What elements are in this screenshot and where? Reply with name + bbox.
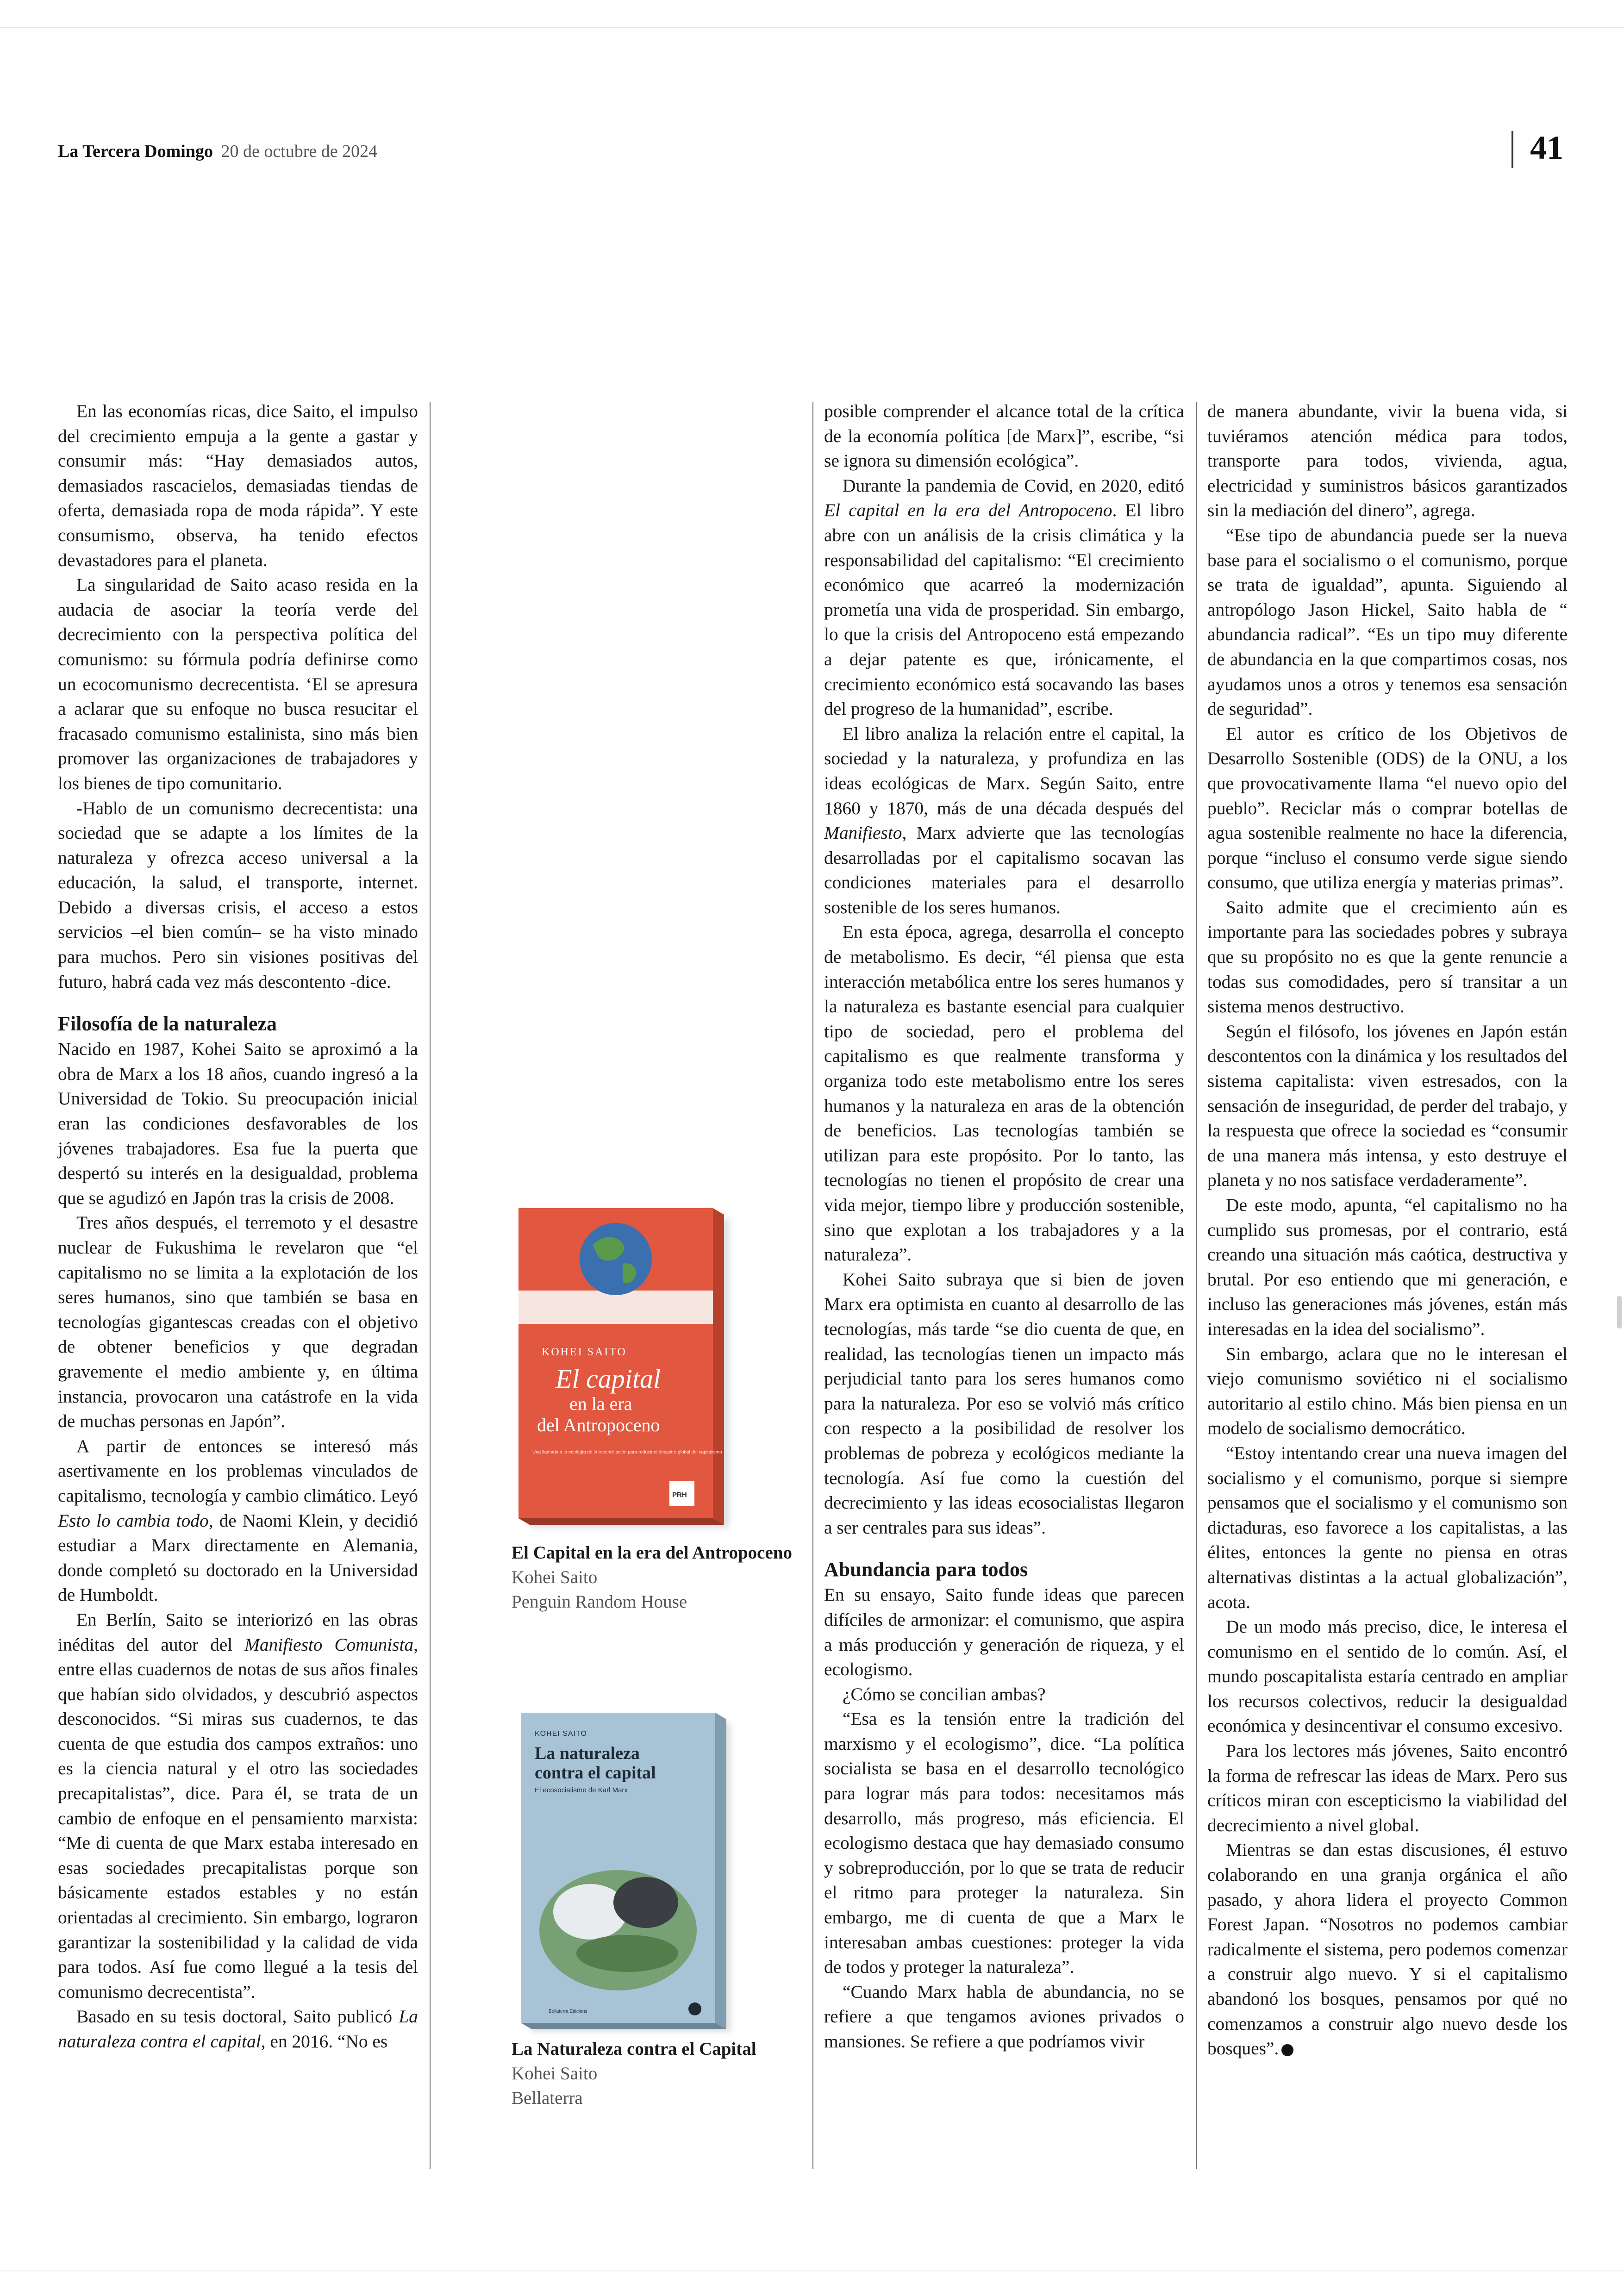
paragraph: “Estoy intentando crear una nueva imagen del socialismo y el comunismo, porque si siempre pensamos que el socialismo y el comunismo son dictaduras, eso favorece a los capitalistas, a las élites, entonces la gente no piensa en otras alternativas distintas a la actual globalización”, acota. (1207, 1442, 1568, 1612)
book-title-italic: Manifiesto (824, 823, 902, 843)
caption-publisher: Penguin Random House (512, 1592, 687, 1612)
article-column-1 (58, 399, 418, 2054)
paragraph: Nacido en 1987, Kohei Saito se aproximó a la obra de Marx a los 18 años, cuando ingresó a la Universidad de Tokio. Su preocupación inicial eran las condiciones desfavorables de los jóvenes trabajadores. Esa fue la puerta que despertó su interés en la desigualdad, problema que se agudizó en Japón tras la crisis de 2008. (58, 1039, 418, 1208)
book-title-italic: El capital en la era del Antropoceno (824, 500, 1112, 521)
text-run: , Marx advierte que las tecnologías desarrolladas por el capitalismo socavan las condiciones materiales para el desarrollo sostenible de los seres humanos. (824, 823, 1184, 917)
cover-footer: Bellaterra Edicions (549, 2009, 587, 2014)
paragraph: -Hablo de un comunismo decrecentista: una sociedad que se adapte a los límites de la naturaleza y ofrezca acceso universal a la educación, la salud, el transporte, internet. Debido a diversas crisis, el acceso a estos servicios –el bien común– se ha visto minado para muchos. Pero sin visiones positivas del futuro, habrá cada vez más descontento -dice. (58, 798, 418, 992)
text-run: . El libro abre con un análisis de la crisis climática y la responsabilidad del capitalismo: “El crecimiento económico que acarreó la modernización prometía una vida de prosperidad. Sin embargo, lo que la crisis del Antropoceno está empezando a dejar patente es que, irónicamente, el crecimiento económico está socavando las bases del progreso de la humanidad”, escribe. (824, 500, 1184, 719)
cover-spine (713, 1208, 724, 1525)
paragraph: De este modo, apunta, “el capitalismo no ha cumplido sus promesas, por el contrario, está creando una situación más caótica, destructiva y brutal. Por eso entiendo que mi generación, e incluso las generaciones más jóvenes, están más interesadas en la idea del socialismo”. (1207, 1195, 1568, 1339)
cover-subtitle: Una llamada a la ecología de la reconciliación para reducir el desastre global del capitalismo (532, 1450, 722, 1455)
paragraph (1207, 1838, 1568, 2061)
cover-spine (715, 1713, 726, 2029)
page-number: 41 (1530, 129, 1563, 166)
paragraph: Kohei Saito subraya que si bien de joven Marx era optimista en cuanto al desarrollo de las tecnologías, más tarde “se dio cuenta de que, en realidad, las tecnologías tienen un impacto más perjudicial tanto para los seres humanos como para la naturaleza. Por eso se volvió más crítico con respecto a la posibilidad de resolver los problemas de pobreza y ecológicos mediante la tecnología. Así fue como la cuestión del decrecimiento y las ideas ecosocialistas llegaron a ser centrales para sus ideas”. (824, 1269, 1184, 1538)
text-run: Basado en su tesis doctoral, Saito publicó (76, 2006, 399, 2027)
cover-author: KOHEI SAITO (535, 1730, 587, 1738)
column-rule (430, 402, 431, 2169)
cover-title-line: del Antropoceno (537, 1415, 660, 1435)
paragraph: de manera abundante, vivir la buena vida, si tuviéramos atención médica para todos, transporte para todos, vivienda, agua, electricidad y suministros básicos garantizados sin la mediación del dinero”, agrega. (1207, 401, 1568, 521)
paragraph: “Esa es la tensión entre la tradición del marxismo y el ecologismo”, dice. “La política socialista se basa en el desarrollo tecnológico para lograr más para todos: necesitamos más desarrollo, más progreso, más eficiencia. El ecologismo destaca que hay demasiado consumo y sobreproducción, por lo que se trata de reducir el ritmo para proteger la naturaleza. Sin embargo, me di cuenta de que a Marx le interesaban ambas cuestiones: proteger la vida de todos y proteger la naturaleza”. (824, 1709, 1184, 1977)
caption-title: La Naturaleza contra el Capital (512, 2039, 756, 2059)
cover-title-line: La naturaleza (535, 1744, 640, 1763)
paragraph (824, 722, 1184, 920)
caption-author: Kohei Saito (512, 1567, 598, 1587)
paragraph: Para los lectores más jóvenes, Saito encontró la forma de refrescar las ideas de Marx. Pero sus críticos miran con escepticismo la viabilidad del decrecimiento a nivel global. (1207, 1740, 1568, 1835)
book-cover-la-naturaleza (521, 1713, 729, 2032)
caption-title: El Capital en la era del Antropoceno (512, 1543, 792, 1563)
bottom-border (0, 2270, 1624, 2271)
book-title-italic: La naturaleza contra el capital (58, 2006, 418, 2052)
text-run: , de Naomi Klein, y decidió estudiar a Marx directamente en Alemania, donde completó su doctorado en la Universidad de Humboldt. (58, 1510, 418, 1605)
cover-title-line: El capital (556, 1364, 661, 1394)
cover-publisher: PRH (672, 1491, 687, 1499)
paragraph: El autor es crítico de los Objetivos de Desarrollo Sostenible (ODS) de la ONU, a los que provocativamente llama “el nuevo opio del pueblo”. Reciclar más o comprar botellas de agua sostenible realmente no hace la diferencia, porque “incluso el consumo verde sigue siendo consumo, que utiliza energía y materias primas”. (1207, 723, 1568, 893)
article-column-2 (824, 399, 1184, 2054)
text-run: Durante la pandemia de Covid, en 2020, editó (843, 475, 1184, 496)
paragraph: La singularidad de Saito acaso resida en la audacia de asociar la teoría verde del decrecimiento con la perspectiva política del comunismo: su fórmula podría definirse como un ecocomunismo decrecentista. ‘El se apresura a aclarar que su enfoque no busca resucitar el fracasado comunismo estalinista, sino más bien promover las organizaciones de trabajadores y los bienes de tipo comunitario. (58, 574, 418, 793)
page-header (58, 141, 377, 162)
paragraph: En su ensayo, Saito funde ideas que parecen difíciles de armonizar: el comunismo, que aspira a más producción y generación de riqueza, y el ecologismo. (824, 1584, 1184, 1680)
text-run: , en 2016. “No es (261, 2031, 388, 2052)
cover-edge (521, 2023, 726, 2029)
cover-white-plane (518, 1291, 713, 1324)
book-title-italic: Manifiesto Comunista (244, 1634, 414, 1655)
book-cover-el-capital (518, 1208, 727, 1528)
book-caption-1 (512, 1540, 808, 1614)
scrollbar-thumb[interactable] (1617, 1296, 1622, 1328)
paragraph: “Cuando Marx habla de abundancia, no se refiere a que tengamos aviones privados o mansiones. Se refiere a que podríamos vivir (824, 1981, 1184, 2052)
cover-illustration-ground (576, 1935, 678, 1972)
paragraph: En las economías ricas, dice Saito, el impulso del crecimiento empuja a la gente a gastar y consumir más: “Hay demasiados autos, demasiados rascacielos, demasiadas tiendas de oferta, demasiada ropa de moda rápida”. Y este consumismo, observa, ha tenido efectos devastadores para el planeta. (58, 401, 418, 570)
paragraph: De un modo más preciso, dice, le interesa el comunismo en el sentido de lo común. Así, el mundo poscapitalista estaría centrado en ampliar los recursos colectivos, reducir la desigualdad económica y desincentivar el consumo excesivo. (1207, 1616, 1568, 1736)
publication-date: 20 de octubre de 2024 (221, 142, 378, 161)
section-heading-abundancia: Abundancia para todos (824, 1558, 1028, 1581)
cover-title-line: contra el capital (535, 1763, 656, 1783)
book-caption-2 (512, 2037, 808, 2110)
caption-author: Kohei Saito (512, 2064, 598, 2083)
publisher-logo (688, 2002, 701, 2015)
page-number-rule (1512, 131, 1513, 168)
paragraph: Tres años después, el terremoto y el desastre nuclear de Fukushima le revelaron que “el capitalismo no se limita a la explotación de los seres humanos, sino que también se basa en tecnologías gigantescas creadas con el objetivo de obtener beneficios y que degradan gravemente el medio ambiente y, en última instancia, provocaron una catástrofe en la vida de muchas personas en Japón”. (58, 1212, 418, 1432)
text-run: Mientras se dan estas discusiones, él estuvo colaborando en una granja orgánica el año pasado, y ahora lidera el proyecto Common Forest Japan. “Nosotros no podemos cambiar radicalmente el sistema, pero podemos comenzar a construir algo nuevo. Y si el capitalismo abandonó los bosques, pensamos por qué no comenzamos a construir algo nuevo desde los bosques”. (1207, 1840, 1568, 2059)
paragraph (58, 2004, 418, 2054)
text-run: En Berlín, Saito se interiorizó en las obras inéditas del autor del (58, 1609, 418, 1655)
column-rule (1196, 402, 1197, 2169)
paragraph (58, 1608, 418, 2005)
cover-author: KOHEI SAITO (542, 1346, 627, 1358)
paragraph: Según el filósofo, los jóvenes en Japón están descontentos con la dinámica y los resultados del sistema capitalista: viven estresados, con la sensación de inseguridad, de perder del trabajo, y la respuesta que ofrece la sociedad es “consumir de una manera más intensa, y esto destruye el planeta y no nos satisface verdaderamente”. (1207, 1021, 1568, 1191)
cover-edge (518, 1518, 724, 1525)
paragraph: ¿Cómo se concilian ambas? (843, 1684, 1046, 1704)
paragraph: Sin embargo, aclara que no le interesan el viejo comunismo soviético ni el socialismo autoritario al estilo chino. Más bien piensa en un modelo de socialismo democrático. (1207, 1343, 1568, 1439)
text-run: El libro analiza la relación entre el capital, la sociedad y la naturaleza, y profundiza en las ideas ecológicas de Marx. Según Saito, entre 1860 y 1870, más de una década después del (824, 723, 1184, 818)
text-run: , entre ellas cuadernos de notas de sus años finales que habían sido olvidados, y descubrió aspectos desconocidos. “Si miras sus cuadernos, te das cuenta de que estudia dos campos extraños: uno es la ciencia natural y el otro las sociedades precapitalistas”, dice. Para él, se trata de un cambio de enfoque en el pensamiento marxista: “Me di cuenta de que Marx estaba interesado en esas sociedades precapitalistas porque son básicamente estados estables y no están orientadas al crecimiento. Sin embargo, lograron garantizar la sostenibilidad y la calidad de vida para todos. Así fue como llegué a la tesis del comunismo decrecentista”. (58, 1634, 418, 2002)
book-title-italic: Esto lo cambia todo (58, 1510, 209, 1531)
paragraph (824, 474, 1184, 722)
caption-publisher: Bellaterra (512, 2088, 583, 2108)
cover-title-line: en la era (569, 1393, 632, 1414)
section-heading-filosofia: Filosofía de la naturaleza (58, 1012, 277, 1035)
column-rule (812, 402, 813, 2169)
paragraph: “Ese tipo de abundancia puede ser la nueva base para el socialismo o el comunismo, porque se trata de igualdad”, apunta. Siguiendo al antropólogo Jason Hickel, Saito habla de “ abundancia radical”. “Es un tipo muy diferente de abundancia en la que compartimos cosas, nos ayudamos unos a otros y tenemos esa sensación de seguridad”. (1207, 524, 1568, 719)
publication-name: La Tercera Domingo (58, 142, 213, 161)
top-border (0, 27, 1624, 28)
cover-subtitle: El ecosocialismo de Karl Marx (535, 1786, 628, 1794)
paragraph (58, 1434, 418, 1608)
paragraph: En esta época, agrega, desarrolla el concepto de metabolismo. Es decir, “él piensa que esta interacción metabólica entre los seres humanos y la naturaleza es bastante esencial para cualquier tipo de sociedad, pero el problema del capitalismo es que realmente transforma y organiza todo este metabolismo entre los seres humanos y la naturaleza en aras de la obtención de beneficios. Las tecnologías también se utilizan para este propósito. Por lo tanto, las tecnologías no tienen el propósito de crear una vida mejor, tiempo libre y producción sostenible, sino que explotan a los trabajadores y a la naturaleza”. (824, 922, 1184, 1265)
cover-illustration-machine (613, 1877, 678, 1928)
article-column-3 (1207, 399, 1568, 2061)
paragraph: Saito admite que el crecimiento aún es importante para las sociedades pobres y subraya que su propósito no es que la gente renuncie a todas sus comodidades, pero sí transitar a un sistema menos destructivo. (1207, 897, 1568, 1017)
paragraph: posible comprender el alcance total de la crítica de la economía política [de Marx]”, escribe, “si se ignora su dimensión ecológica”. (824, 401, 1184, 471)
end-mark-icon (1281, 2044, 1293, 2056)
text-run: A partir de entonces se interesó más asertivamente en los problemas vinculados de capitalismo, tecnología y cambio climático. Leyó (58, 1435, 418, 1506)
